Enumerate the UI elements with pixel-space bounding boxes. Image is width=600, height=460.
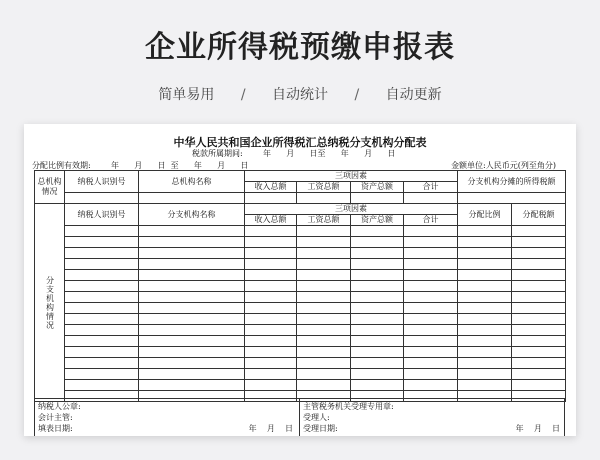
table-cell[interactable] xyxy=(458,369,512,380)
table-cell[interactable] xyxy=(458,314,512,325)
table-cell[interactable] xyxy=(245,292,297,303)
table-cell[interactable] xyxy=(351,193,404,204)
table-cell[interactable] xyxy=(512,270,566,281)
table-cell[interactable] xyxy=(512,325,566,336)
table-cell[interactable] xyxy=(404,303,458,314)
table-cell[interactable] xyxy=(139,292,245,303)
table-cell[interactable] xyxy=(245,325,297,336)
table-row xyxy=(35,314,566,325)
table-cell[interactable] xyxy=(297,369,351,380)
table-cell[interactable] xyxy=(297,270,351,281)
table-cell[interactable] xyxy=(297,237,351,248)
hq-share-header: 分支机构分摊的所得税额 xyxy=(458,171,566,193)
signature-area xyxy=(34,398,565,436)
table-cell[interactable] xyxy=(351,259,404,270)
table-cell[interactable] xyxy=(245,259,297,270)
table-cell[interactable] xyxy=(245,347,297,358)
table-cell[interactable] xyxy=(404,237,458,248)
form-title: 中华人民共和国企业所得税汇总纳税分支机构分配表 xyxy=(173,136,427,149)
table-cell[interactable] xyxy=(297,347,351,358)
table-cell[interactable] xyxy=(65,281,139,292)
accept-date-value: 年 月 日 xyxy=(515,424,560,433)
ratio-period: 分配比例有效期: 年 月 日 至 年 月 日 xyxy=(32,161,249,170)
table-cell[interactable] xyxy=(245,303,297,314)
tax-period: 税款所属期间: 年 月 日至 年 月 日 xyxy=(192,149,396,158)
branch-wages-header: 工资总额 xyxy=(297,215,351,226)
table-cell[interactable] xyxy=(512,380,566,391)
hq-assets-header: 资产总额 xyxy=(351,182,404,193)
table-cell[interactable] xyxy=(351,369,404,380)
table-cell[interactable] xyxy=(139,193,245,204)
page-title: 企业所得税预缴申报表 xyxy=(145,30,455,65)
table-cell[interactable] xyxy=(512,369,566,380)
table-cell[interactable] xyxy=(297,336,351,347)
table-cell[interactable] xyxy=(404,358,458,369)
table-cell[interactable] xyxy=(245,281,297,292)
table-cell[interactable] xyxy=(458,193,566,204)
table-cell[interactable] xyxy=(351,358,404,369)
table-cell[interactable] xyxy=(65,226,139,237)
table-cell[interactable] xyxy=(512,259,566,270)
table-cell[interactable] xyxy=(351,292,404,303)
authority-seal-label: 主管税务机关受理专用章: xyxy=(303,402,394,411)
allocation-table xyxy=(34,170,566,402)
table-row xyxy=(35,369,566,380)
table-cell[interactable] xyxy=(139,336,245,347)
table-cell[interactable] xyxy=(404,347,458,358)
amount-unit: 金额单位:人民币元(列至角分) xyxy=(451,161,556,170)
table-cell[interactable] xyxy=(65,292,139,303)
table-row xyxy=(35,336,566,347)
table-cell[interactable] xyxy=(404,380,458,391)
table-cell[interactable] xyxy=(65,336,139,347)
table-cell[interactable] xyxy=(351,336,404,347)
table-cell[interactable] xyxy=(351,314,404,325)
taxpayer-seal-label: 纳税人公章: xyxy=(38,402,81,411)
table-cell[interactable] xyxy=(245,248,297,259)
table-cell[interactable] xyxy=(512,281,566,292)
table-cell[interactable] xyxy=(458,347,512,358)
table-cell[interactable] xyxy=(512,248,566,259)
feature-separator: / xyxy=(354,87,360,103)
branch-tax-id-header: 纳税人识别号 xyxy=(65,204,139,226)
table-cell[interactable] xyxy=(297,193,351,204)
table-cell[interactable] xyxy=(139,347,245,358)
table-cell[interactable] xyxy=(139,237,245,248)
table-cell[interactable] xyxy=(139,369,245,380)
table-row xyxy=(35,325,566,336)
table-cell[interactable] xyxy=(245,369,297,380)
branch-total-header: 合计 xyxy=(404,215,458,226)
table-cell[interactable] xyxy=(245,193,297,204)
table-cell[interactable] xyxy=(245,270,297,281)
hq-name-header: 总机构名称 xyxy=(139,171,245,193)
table-cell[interactable] xyxy=(351,226,404,237)
hq-three-factors-header: 三项因素 xyxy=(245,171,458,182)
branch-amount-header: 分配税额 xyxy=(512,204,566,226)
table-cell[interactable] xyxy=(245,237,297,248)
table-cell[interactable] xyxy=(404,226,458,237)
table-cell[interactable] xyxy=(297,248,351,259)
table-cell[interactable] xyxy=(65,259,139,270)
receiver-label: 受理人: xyxy=(303,413,330,422)
branch-assets-header: 资产总额 xyxy=(351,215,404,226)
table-cell[interactable] xyxy=(65,347,139,358)
table-cell[interactable] xyxy=(139,259,245,270)
table-cell[interactable] xyxy=(139,226,245,237)
table-cell[interactable] xyxy=(139,281,245,292)
table-row xyxy=(35,226,566,237)
table-cell[interactable] xyxy=(65,248,139,259)
table-cell[interactable] xyxy=(512,237,566,248)
table-cell[interactable] xyxy=(458,270,512,281)
table-row xyxy=(35,248,566,259)
table-cell[interactable] xyxy=(297,380,351,391)
table-cell[interactable] xyxy=(245,336,297,347)
taxpayer-signature xyxy=(35,399,300,436)
table-cell[interactable] xyxy=(404,248,458,259)
feature-auto-stats: 自动统计 xyxy=(272,87,328,103)
table-cell[interactable] xyxy=(404,292,458,303)
table-cell[interactable] xyxy=(139,303,245,314)
table-cell[interactable] xyxy=(297,303,351,314)
branch-section-label: 分支机构情况 xyxy=(35,204,65,402)
table-row xyxy=(35,358,566,369)
feature-auto-update: 自动更新 xyxy=(385,87,442,103)
table-cell[interactable] xyxy=(404,325,458,336)
table-cell[interactable] xyxy=(245,226,297,237)
table-cell[interactable] xyxy=(458,336,512,347)
branch-ratio-header: 分配比例 xyxy=(458,204,512,226)
table-cell[interactable] xyxy=(245,380,297,391)
table-row xyxy=(35,270,566,281)
table-cell[interactable] xyxy=(245,314,297,325)
hq-tax-id-header: 纳税人识别号 xyxy=(65,171,139,193)
table-cell[interactable] xyxy=(139,325,245,336)
table-cell[interactable] xyxy=(139,270,245,281)
table-cell[interactable] xyxy=(245,358,297,369)
hq-total-header: 合计 xyxy=(404,182,458,193)
table-cell[interactable] xyxy=(512,347,566,358)
table-cell[interactable] xyxy=(297,259,351,270)
table-cell[interactable] xyxy=(65,358,139,369)
table-cell[interactable] xyxy=(65,193,139,204)
table-cell[interactable] xyxy=(512,292,566,303)
table-cell[interactable] xyxy=(297,314,351,325)
table-cell[interactable] xyxy=(404,259,458,270)
table-cell[interactable] xyxy=(297,292,351,303)
table-cell[interactable] xyxy=(297,358,351,369)
table-cell[interactable] xyxy=(65,270,139,281)
table-row xyxy=(35,237,566,248)
table-cell[interactable] xyxy=(458,325,512,336)
accept-date-label: 受理日期: xyxy=(303,424,338,433)
table-cell[interactable] xyxy=(458,380,512,391)
feature-list xyxy=(0,84,600,104)
table-cell[interactable] xyxy=(351,380,404,391)
fill-date-label: 填表日期: xyxy=(38,424,73,433)
table-cell[interactable] xyxy=(139,314,245,325)
table-row xyxy=(35,347,566,358)
branch-revenue-header: 收入总额 xyxy=(245,215,297,226)
table-cell[interactable] xyxy=(458,226,512,237)
table-row xyxy=(35,259,566,270)
table-cell[interactable] xyxy=(512,303,566,314)
hq-data-row xyxy=(35,193,566,204)
table-cell[interactable] xyxy=(351,281,404,292)
hq-section-label: 总机构情况 xyxy=(35,171,65,204)
table-cell[interactable] xyxy=(404,281,458,292)
table-cell[interactable] xyxy=(458,358,512,369)
table-cell[interactable] xyxy=(351,237,404,248)
table-row xyxy=(35,303,566,314)
table-cell[interactable] xyxy=(351,325,404,336)
table-cell[interactable] xyxy=(297,281,351,292)
table-cell[interactable] xyxy=(404,336,458,347)
table-cell[interactable] xyxy=(65,237,139,248)
table-cell[interactable] xyxy=(512,336,566,347)
form-preview xyxy=(24,124,576,436)
table-cell[interactable] xyxy=(139,358,245,369)
table-cell[interactable] xyxy=(404,369,458,380)
table-row xyxy=(35,380,566,391)
table-row xyxy=(35,292,566,303)
table-cell[interactable] xyxy=(65,303,139,314)
accountant-label: 会计主管: xyxy=(38,413,73,422)
table-cell[interactable] xyxy=(458,303,512,314)
hq-revenue-header: 收入总额 xyxy=(245,182,297,193)
table-cell[interactable] xyxy=(65,380,139,391)
table-cell[interactable] xyxy=(404,314,458,325)
table-cell[interactable] xyxy=(65,369,139,380)
feature-easy: 简单易用 xyxy=(158,87,215,103)
table-cell[interactable] xyxy=(351,347,404,358)
table-cell[interactable] xyxy=(65,325,139,336)
fill-date-value: 年 月 日 xyxy=(248,424,293,433)
table-cell[interactable] xyxy=(404,193,458,204)
feature-separator: / xyxy=(240,87,246,103)
table-cell[interactable] xyxy=(139,248,245,259)
table-cell[interactable] xyxy=(404,270,458,281)
table-cell[interactable] xyxy=(351,248,404,259)
table-cell[interactable] xyxy=(351,303,404,314)
table-cell[interactable] xyxy=(512,226,566,237)
table-cell[interactable] xyxy=(458,248,512,259)
table-cell[interactable] xyxy=(297,226,351,237)
branch-three-factors-header: 三项因素 xyxy=(245,204,458,215)
table-cell[interactable] xyxy=(297,325,351,336)
authority-signature xyxy=(300,399,566,436)
branch-name-header: 分支机构名称 xyxy=(139,204,245,226)
table-row xyxy=(35,281,566,292)
table-cell[interactable] xyxy=(458,259,512,270)
table-cell[interactable] xyxy=(458,281,512,292)
hq-wages-header: 工资总额 xyxy=(297,182,351,193)
table-cell[interactable] xyxy=(458,237,512,248)
table-cell[interactable] xyxy=(139,380,245,391)
table-cell[interactable] xyxy=(458,292,512,303)
table-cell[interactable] xyxy=(512,358,566,369)
table-cell[interactable] xyxy=(351,270,404,281)
table-cell[interactable] xyxy=(512,314,566,325)
table-cell[interactable] xyxy=(65,314,139,325)
